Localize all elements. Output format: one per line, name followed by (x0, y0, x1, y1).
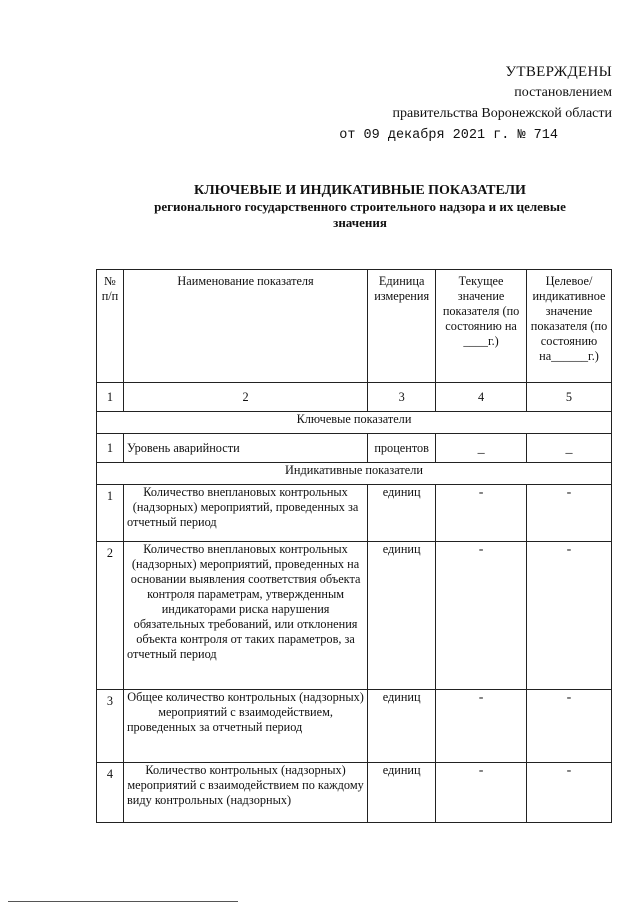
column-number-3: 3 (368, 383, 436, 412)
header-name: Наименование показателя (123, 270, 367, 383)
section-heading-key: Ключевые показатели (97, 412, 612, 434)
row-unit: единиц (368, 690, 436, 763)
row-target-value: - (526, 763, 611, 823)
approval-line-2: постановлением (514, 85, 612, 100)
row-num: 3 (97, 690, 124, 763)
row-target-value: - (526, 542, 611, 690)
row-name: Количество контрольных (надзорных) мероприятий с взаимодействием по каждому виду контрольных (надзорных) (123, 763, 367, 823)
row-unit: единиц (368, 542, 436, 690)
title-sub-line-2: значения (333, 215, 387, 230)
row-current-value: - (436, 485, 527, 542)
row-num: 4 (97, 763, 124, 823)
title-main: КЛЮЧЕВЫЕ И ИНДИКАТИВНЫЕ ПОКАЗАТЕЛИ (194, 183, 526, 198)
title-sub-line-1: регионального государственного строительного надзора и их целевые (154, 199, 566, 214)
column-number-4: 4 (436, 383, 527, 412)
approval-date-number: от 09 декабря 2021 г. № 714 (339, 128, 558, 143)
row-num: 1 (97, 485, 124, 542)
table-header-row (97, 270, 612, 383)
row-current-value: - (436, 542, 527, 690)
approval-heading: УТВЕРЖДЕНЫ (505, 64, 612, 80)
column-number-2: 2 (123, 383, 367, 412)
row-name: Уровень аварийности (123, 434, 367, 463)
footnote-separator (8, 901, 238, 902)
column-number-1: 1 (97, 383, 124, 412)
header-current: Текущее значение показателя (по состоянию на ____г.) (436, 270, 527, 383)
row-num: 1 (97, 434, 124, 463)
approval-line-3: правительства Воронежской области (392, 106, 612, 121)
column-number-5: 5 (526, 383, 611, 412)
header-unit: Единица измерения (368, 270, 436, 383)
section-row-key (97, 412, 612, 434)
section-row-indicative (97, 463, 612, 485)
row-current-value: _ (436, 434, 527, 463)
table-row (97, 434, 612, 463)
document-title (100, 183, 620, 231)
row-name: Общее количество контрольных (надзорных) мероприятий с взаимодействием, проведенных за отчетный период (123, 690, 367, 763)
row-target-value: - (526, 690, 611, 763)
row-target-value: - (526, 485, 611, 542)
table-row (97, 690, 612, 763)
row-current-value: - (436, 690, 527, 763)
table-row (97, 485, 612, 542)
row-unit: единиц (368, 485, 436, 542)
row-target-value: _ (526, 434, 611, 463)
section-heading-indicative: Индикативные показатели (97, 463, 612, 485)
row-unit: единиц (368, 763, 436, 823)
row-name: Количество внеплановых контрольных (надзорных) мероприятий, проведенных на основании выявления соответствия объекта контроля параметрам, утвержденным индикаторами риска нарушения обязательных требований, или отклонения объекта контроля от таких параметров, за отчетный период (123, 542, 367, 690)
approval-stamp (339, 62, 612, 148)
header-target: Целевое/ индикативное значение показателя (по состоянию на______г.) (526, 270, 611, 383)
header-num: № п/п (97, 270, 124, 383)
column-number-row (97, 383, 612, 412)
row-num: 2 (97, 542, 124, 690)
row-current-value: - (436, 763, 527, 823)
row-name: Количество внеплановых контрольных (надзорных) мероприятий, проведенных за отчетный период (123, 485, 367, 542)
table-row (97, 763, 612, 823)
indicators-table (96, 269, 612, 823)
table-row (97, 542, 612, 690)
row-unit: процентов (368, 434, 436, 463)
